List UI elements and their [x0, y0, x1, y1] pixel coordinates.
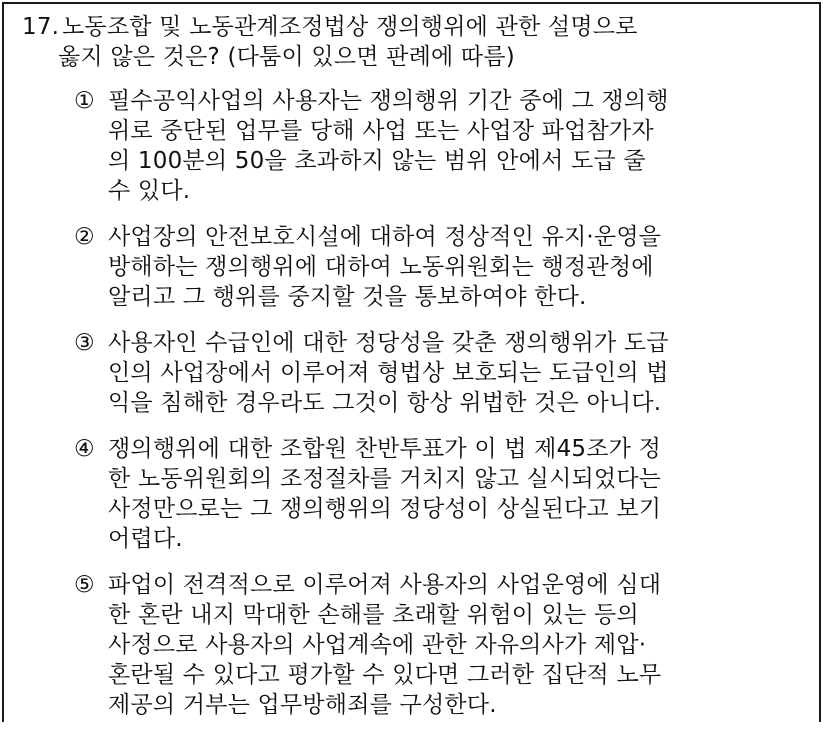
option-5-line-4: 혼란될 수 있다고 평가할 수 있다면 그러한 집단적 노무 — [108, 662, 662, 688]
option-2-line-2: 방해하는 쟁의행위에 대하여 노동위원회는 행정관청에 — [108, 254, 654, 280]
option-3-marker: ③ — [74, 330, 95, 356]
option-4-line-4: 어렵다. — [108, 526, 183, 552]
option-4-text-1: 쟁의행위에 대한 조합원 찬반투표가 이 법 제45조가 정 — [108, 436, 662, 462]
option-4-marker: ④ — [74, 436, 95, 462]
option-2-line-1 — [74, 222, 794, 252]
question-text-1: 노동조합 및 노동관계조정법상 쟁의행위에 관한 설명으로 — [62, 14, 638, 40]
option-3-line-3: 익을 침해한 경우라도 그것이 항상 위법한 것은 아니다. — [108, 390, 662, 416]
question-line-1 — [22, 12, 802, 42]
option-4-line-2: 한 노동위원회의 조정절차를 거치지 않고 실시되었다는 — [108, 466, 662, 492]
option-5-marker: ⑤ — [74, 572, 95, 598]
option-3-text-1: 사용자인 수급인에 대한 정당성을 갖춘 쟁의행위가 도급 — [108, 330, 669, 356]
option-5-line-3: 사정으로 사용자의 사업계속에 관한 자유의사가 제압· — [108, 632, 647, 658]
option-2-text-1: 사업장의 안전보호시설에 대하여 정상적인 유지·운영을 — [108, 224, 662, 250]
option-5-line-2: 한 혼란 내지 막대한 손해를 초래할 위험이 있는 등의 — [108, 602, 639, 628]
option-5 — [74, 570, 794, 720]
option-4-line-3: 사정만으로는 그 쟁의행위의 정당성이 상실된다고 보기 — [108, 496, 662, 522]
option-1-line-1 — [74, 86, 794, 116]
option-1 — [74, 86, 794, 206]
option-3-line-1 — [74, 328, 794, 358]
question-line-2: 옳지 않은 것은? (다툼이 있으면 판례에 따름) — [58, 44, 515, 70]
option-2-marker: ② — [74, 224, 95, 250]
option-1-line-4: 수 있다. — [108, 178, 191, 204]
option-5-line-1 — [74, 570, 794, 600]
option-1-line-3: 의 100분의 50을 초과하지 않는 범위 안에서 도급 줄 — [108, 148, 646, 174]
option-1-marker: ① — [74, 88, 95, 114]
option-3 — [74, 328, 794, 418]
option-2-line-3: 알리고 그 행위를 중지할 것을 통보하여야 한다. — [108, 284, 587, 310]
option-list — [74, 86, 794, 736]
question-stem — [22, 12, 802, 72]
question-number: 17. — [22, 14, 60, 40]
option-4 — [74, 434, 794, 554]
option-1-line-2: 위로 중단된 업무를 당해 사업 또는 사업장 파업참가자 — [108, 118, 654, 144]
option-3-line-2: 인의 사업장에서 이루어져 형법상 보호되는 도급인의 법 — [108, 360, 669, 386]
option-1-text-1: 필수공익사업의 사용자는 쟁의행위 기간 중에 그 쟁의행 — [108, 88, 669, 114]
option-5-text-1: 파업이 전격적으로 이루어져 사용자의 사업운영에 심대 — [108, 572, 662, 598]
option-5-line-5: 제공의 거부는 업무방해죄를 구성한다. — [108, 692, 497, 718]
option-2 — [74, 222, 794, 312]
option-4-line-1 — [74, 434, 794, 464]
